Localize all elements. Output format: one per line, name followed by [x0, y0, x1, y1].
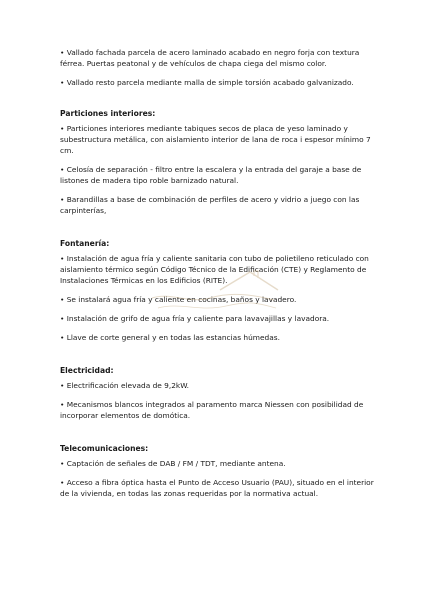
section-heading: Particiones interiores: — [60, 109, 156, 118]
list-item: • Llave de corte general y en todas las estancias húmedas. — [60, 333, 280, 342]
list-item: • Instalación de grifo de agua fría y caliente para lavavajillas y lavadora. — [60, 314, 330, 323]
section-heading: Fontanería: — [60, 239, 110, 248]
list-item: • Acceso a fibra óptica hasta el Punto de Acceso Usuario (PAU), situado en el interior de la vivienda, en todas las zonas requeridas por la normativa actual. — [60, 478, 374, 498]
section-fontaneria — [60, 238, 374, 343]
list-item: • Se instalará agua fría y caliente en cocinas, baños y lavadero. — [60, 295, 297, 304]
list-item: • Mecanismos blancos integrados al paramento marca Niessen con posibilidad de incorporar elementos de domótica. — [60, 400, 364, 420]
list-item: • Particiones interiores mediante tabiques secos de placa de yeso laminado y subestructura metálica, con aislamiento interior de lana de roca i espesor mínimo 7 cm. — [60, 124, 371, 155]
section-particiones — [60, 108, 374, 216]
section-telecomunicaciones — [60, 443, 374, 499]
list-item: • Vallado fachada parcela de acero laminado acabado en negro forja con textura férrea. Puertas peatonal y de vehículos de chapa ciega del mismo color. — [60, 48, 360, 68]
list-item: • Barandillas a base de combinación de perfiles de acero y vidrio a juego con las carpinterías, — [60, 195, 360, 215]
section-heading: Electricidad: — [60, 366, 114, 375]
list-item: • Captación de señales de DAB / FM / TDT, mediante antena. — [60, 459, 286, 468]
section-electricidad — [60, 365, 374, 421]
list-item: • Instalación de agua fría y caliente sanitaria con tubo de polietileno reticulado con aislamiento térmico según Código Técnico de la Edificación (CTE) y Reglamento de Instalaciones Térmicas en los Edificios (RITE). — [60, 254, 369, 285]
list-item: • Celosía de separación - filtro entre la escalera y la entrada del garaje a base de listones de madera tipo roble barnizado natural. — [60, 165, 362, 185]
list-item: • Electrificación elevada de 9,2kW. — [60, 381, 189, 390]
list-item: • Vallado resto parcela mediante malla de simple torsión acabado galvanizado. — [60, 78, 354, 87]
section-heading: Telecomunicaciones: — [60, 444, 149, 453]
section-vallado — [60, 47, 374, 88]
